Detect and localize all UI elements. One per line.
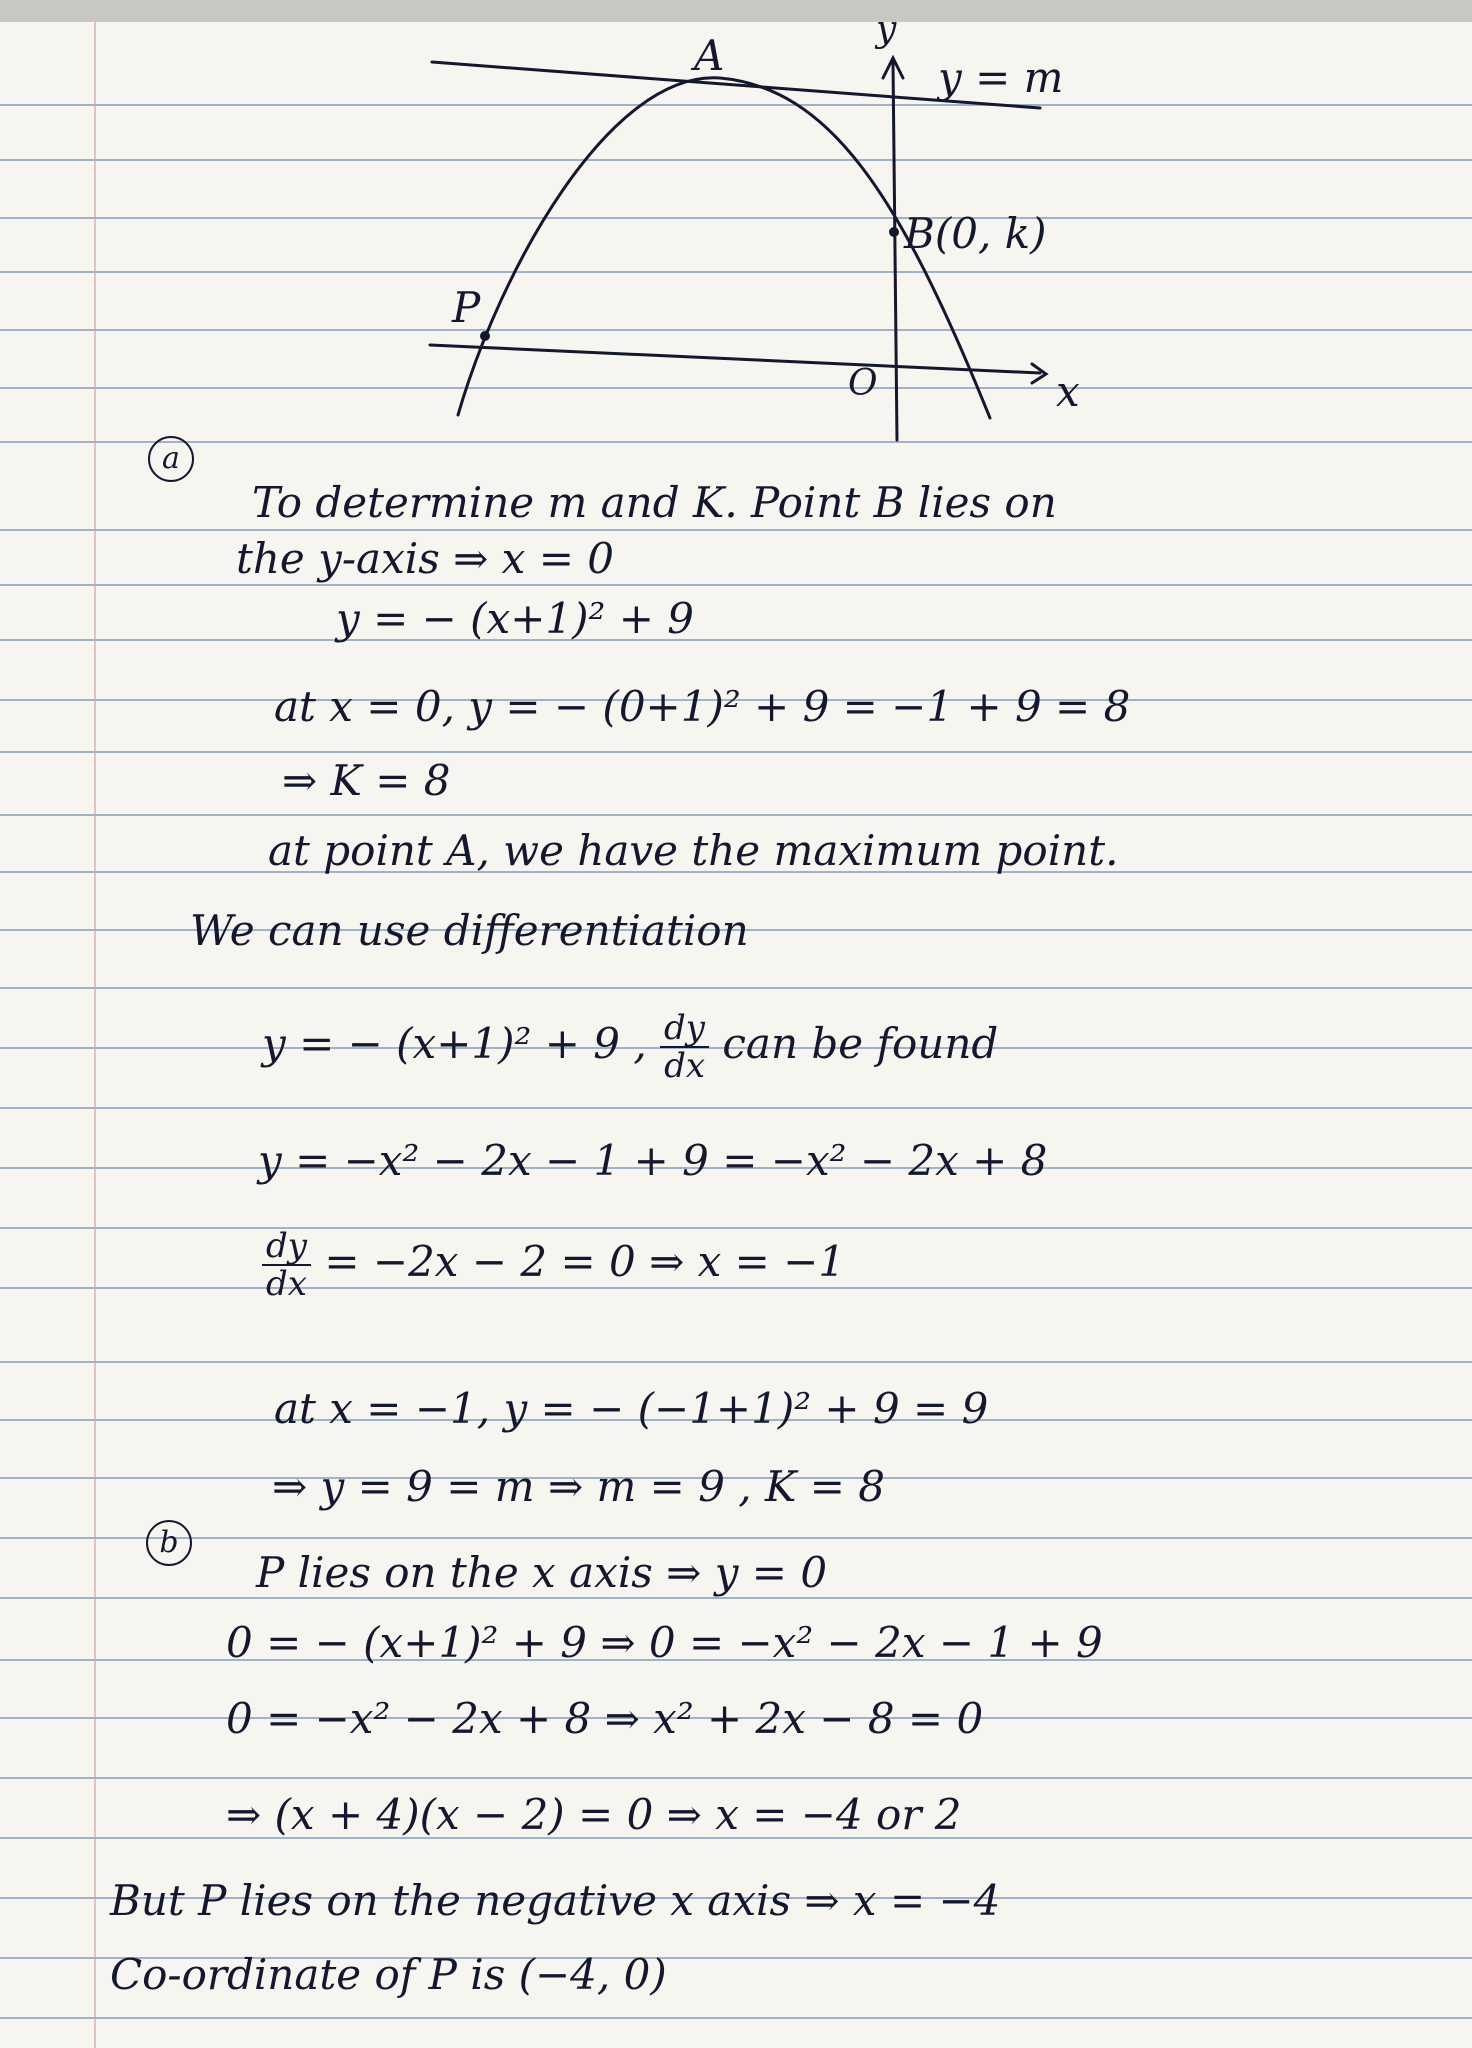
graph-label-y-equals-m: y = m [938, 53, 1064, 102]
y-axis-line [893, 62, 897, 440]
part-a-line-10 [262, 1228, 845, 1302]
dy-dx-fraction-2 [262, 1228, 311, 1302]
part-b-marker: b [146, 1520, 192, 1566]
graph-label-origin: O [848, 363, 878, 404]
part-a-line-8 [262, 1010, 998, 1084]
graph-label-A: A [694, 31, 725, 80]
graph-label-P: P [452, 283, 481, 332]
point-B-dot [889, 227, 899, 237]
part-a-line-5: ⇒ K = 8 [282, 756, 451, 805]
graph-label-B: B(0, k) [904, 209, 1047, 258]
x-axis-line [430, 345, 1040, 373]
graph-sketch [0, 0, 1472, 460]
part-a-line-10-eq: = −2x − 2 = 0 ⇒ x = −1 [324, 1237, 846, 1286]
point-P-dot [480, 331, 490, 341]
part-a-line-12: ⇒ y = 9 = m ⇒ m = 9 , K = 8 [272, 1462, 885, 1511]
part-b-line-3: 0 = −x² − 2x + 8 ⇒ x² + 2x − 8 = 0 [226, 1694, 984, 1743]
part-a-line-2: the y-axis ⇒ x = 0 [236, 534, 614, 583]
part-a-line-7: We can use differentiation [190, 906, 749, 955]
part-b-line-5: But P lies on the negative x axis ⇒ x = −4 [110, 1876, 1001, 1925]
part-b-line-4: ⇒ (x + 4)(x − 2) = 0 ⇒ x = −4 or 2 [226, 1790, 962, 1839]
part-a-line-9: y = −x² − 2x − 1 + 9 = −x² − 2x + 8 [258, 1136, 1048, 1185]
part-b-line-1: P lies on the x axis ⇒ y = 0 [256, 1548, 828, 1597]
part-b-line-6: Co-ordinate of P is (−4, 0) [110, 1950, 667, 1999]
dy-dx-numerator-2: dy [262, 1228, 311, 1266]
graph-label-y-axis: y [876, 9, 897, 50]
dy-dx-numerator: dy [660, 1010, 709, 1048]
part-b-line-2: 0 = − (x+1)² + 9 ⇒ 0 = −x² − 2x − 1 + 9 [226, 1618, 1103, 1667]
part-a-line-8-eq: y = − (x+1)² + 9 , [262, 1019, 647, 1068]
graph-label-x-axis: x [1056, 367, 1080, 416]
dy-dx-denominator-2: dx [266, 1264, 307, 1304]
part-a-line-1: To determine m and K. Point B lies on [252, 478, 1057, 527]
dy-dx-fraction [660, 1010, 709, 1084]
part-a-line-11: at x = −1, y = − (−1+1)² + 9 = 9 [274, 1384, 989, 1433]
part-a-line-3: y = − (x+1)² + 9 [336, 594, 694, 643]
part-a-line-4: at x = 0, y = − (0+1)² + 9 = −1 + 9 = 8 [274, 682, 1131, 731]
part-a-line-6: at point A, we have the maximum point. [268, 826, 1119, 875]
part-a-marker: a [148, 436, 194, 482]
part-a-line-8-text: can be found [722, 1019, 999, 1068]
dy-dx-denominator: dx [664, 1046, 706, 1086]
